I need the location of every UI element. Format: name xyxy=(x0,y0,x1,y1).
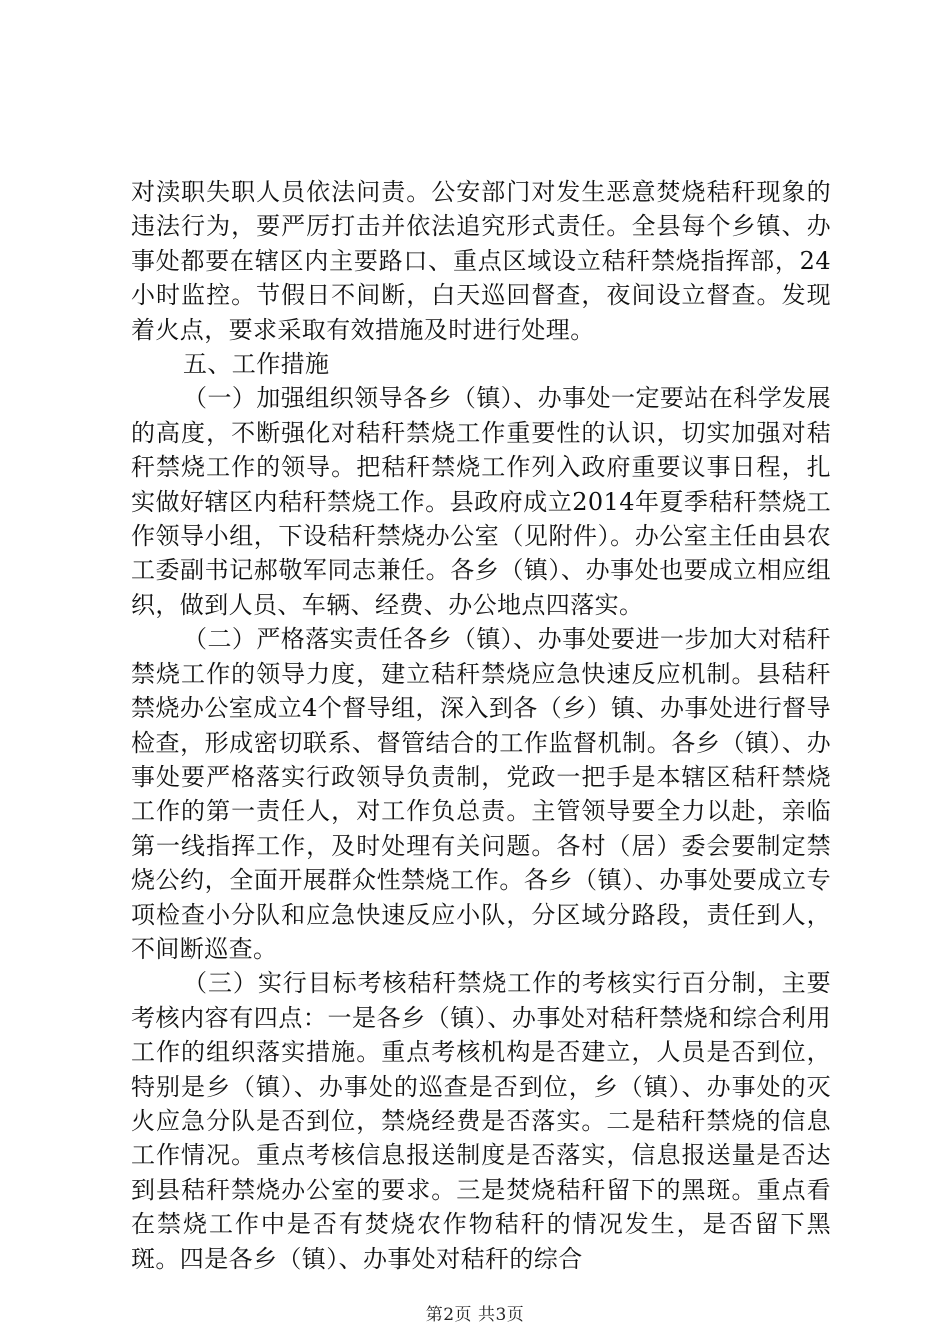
paragraph-target-assessment: （三）实行目标考核秸秆禁烧工作的考核实行百分制，主要考核内容有四点：一是各乡（镇）、办事处对秸秆禁烧和综合利用工作的组织落实措施。重点考核机构是否建立，人员是否到位，特别是乡（镇）、办事处的巡查是否到位，乡（镇）、办事处的灭火应急分队是否到位，禁烧经费是否落实。二是秸秆禁烧的信息工作情况。重点考核信息报送制度是否落实，信息报送量是否达到县秸秆禁烧办公室的要求。三是焚烧秸秆留下的黑斑。重点看在禁烧工作中是否有焚烧农作物秸秆的情况发生，是否留下黑斑。四是各乡（镇）、办事处对秸秆的综合 xyxy=(131,969,831,1273)
paragraph-responsibility: （二）严格落实责任各乡（镇）、办事处要进一步加大对秸秆禁烧工作的领导力度，建立秸秆禁烧应急快速反应机制。县秸秆禁烧办公室成立4个督导组，深入到各（乡）镇、办事处进行督导检查，形成密切联系、督管结合的工作监督机制。各乡（镇）、办事处要严格落实行政领导负责制，党政一把手是本辖区秸秆禁烧工作的第一责任人，对工作负总责。主管领导要全力以赴，亲临第一线指挥工作，及时处理有关问题。各村（居）委会要制定禁烧公约，全面开展群众性禁烧工作。各乡（镇）、办事处要成立专项检查小分队和应急快速反应小队，分区域分路段，责任到人，不间断巡查。 xyxy=(131,625,831,963)
section-heading-work-measures: 五、工作措施 xyxy=(183,350,330,379)
paragraph-organization-leadership: （一）加强组织领导各乡（镇）、办事处一定要站在科学发展的高度，不断强化对秸秆禁烧工作重要性的认识，切实加强对秸秆禁烧工作的领导。把秸秆禁烧工作列入政府重要议事日程，扎实做好辖区内秸秆禁烧工作。县政府成立2014年夏季秸秆禁烧工作领导小组，下设秸秆禁烧办公室（见附件）。办公室主任由县农工委副书记郝敬军同志兼任。各乡（镇）、办事处也要成立相应组织，做到人员、车辆、经费、办公地点四落实。 xyxy=(131,384,831,619)
page-number-footer: 第2页 共3页 xyxy=(425,1305,525,1325)
paragraph-accountability: 对渎职失职人员依法问责。公安部门对发生恶意焚烧秸秆现象的违法行为，要严厉打击并依法追究形式责任。全县每个乡镇、办事处都要在辖区内主要路口、重点区域设立秸秆禁烧指挥部，24小时监控。节假日不间断，白天巡回督查，夜间设立督查。发现着火点，要求采取有效措施及时进行处理。 xyxy=(131,178,831,344)
document-body xyxy=(131,175,831,1276)
